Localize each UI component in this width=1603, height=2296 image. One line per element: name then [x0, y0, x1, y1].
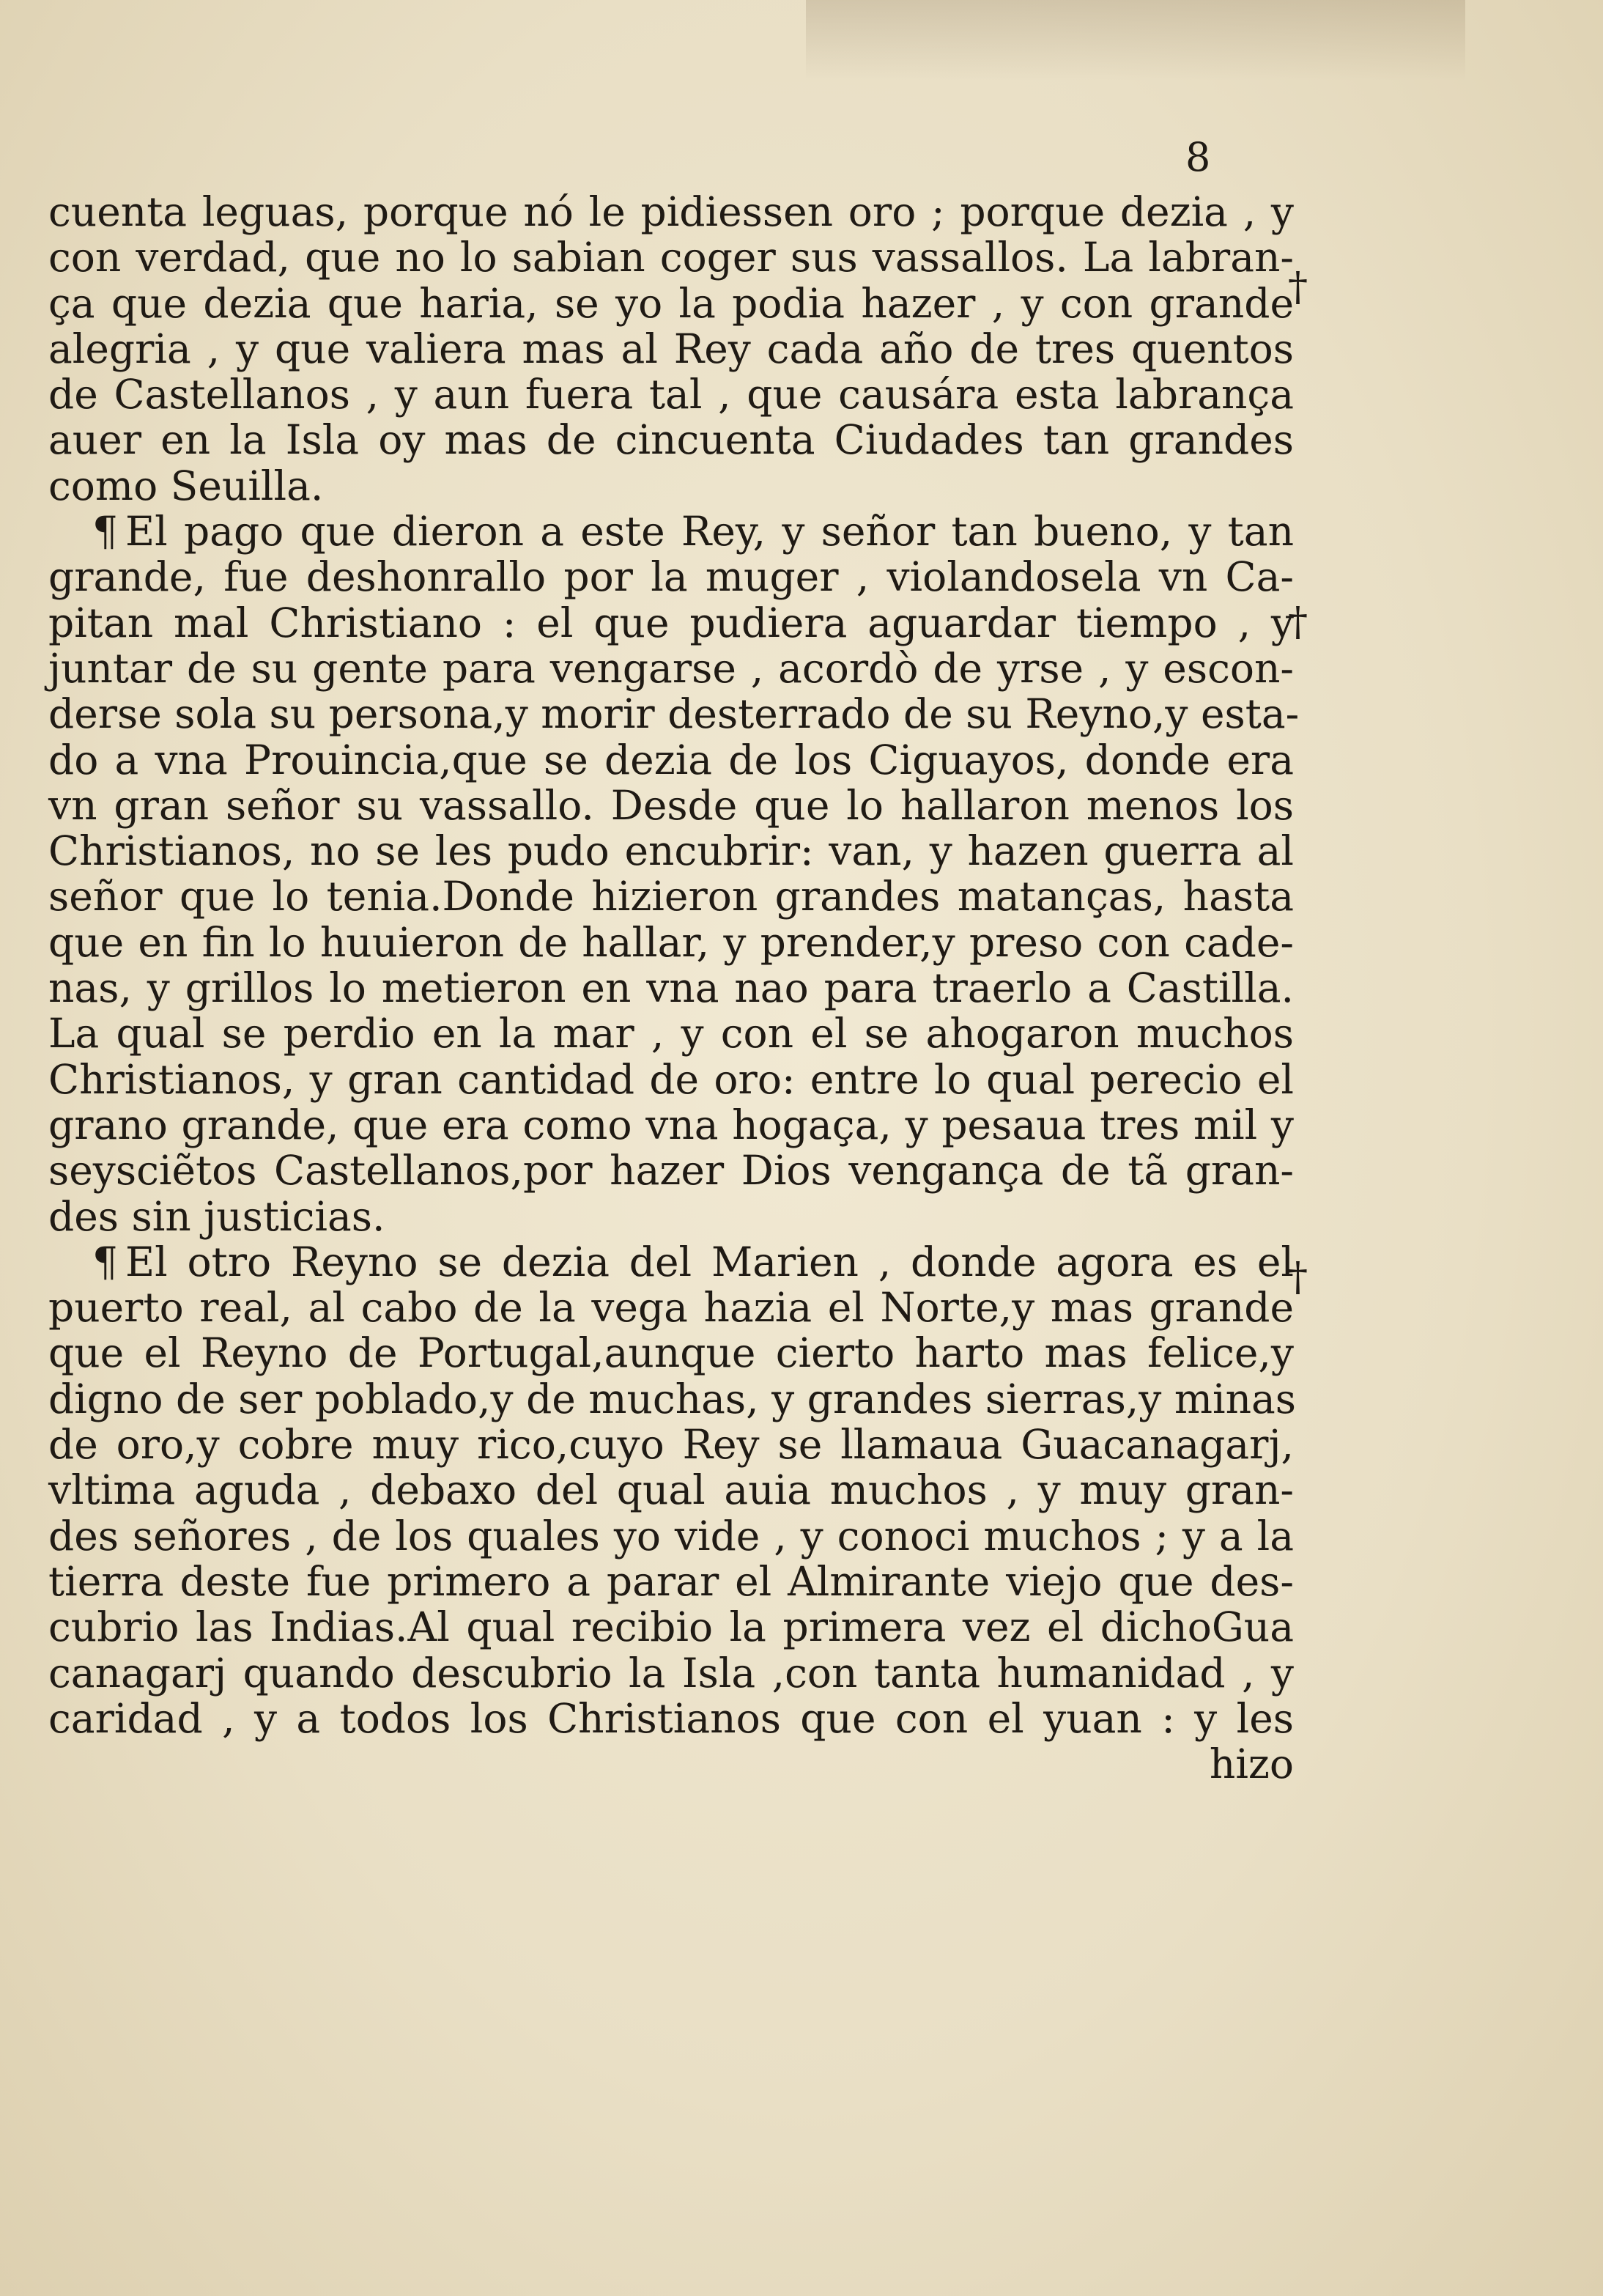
text-line: como Seuilla.	[48, 462, 324, 509]
text-line: que en fin lo huuieron de hallar, y prender,y preso con cade-	[48, 918, 1294, 966]
text-line: des sin justicias.	[48, 1192, 385, 1240]
text-line: Christianos, no se les pudo encubrir: van, y hazen guerra al	[48, 827, 1294, 875]
text-line: puerto real, al cabo de la vega hazia el Norte,y mas grande	[48, 1284, 1294, 1332]
text-line: caridad , y a todos los Christianos que con el yuan : y les	[48, 1694, 1294, 1742]
text-line: alegria , y que valiera mas al Rey cada año de tres quentos	[48, 325, 1294, 372]
page-stain	[806, 0, 1465, 81]
text-line	[48, 509, 1294, 554]
line-text: El otro Reyno se dezia del Marien , donde agora es el	[125, 1238, 1294, 1285]
text-line	[48, 1239, 1294, 1285]
text-line: nas, y grillos lo metieron en vna nao para traerlo a Castilla.	[48, 964, 1294, 1012]
text-line: juntar de su gente para vengarse , acordò de yrse , y escon-	[48, 644, 1294, 692]
text-line: de Castellanos , y aun fuera tal , que causára esta labrança	[48, 371, 1294, 418]
pilcrow-icon: ¶	[92, 508, 118, 555]
text-line: vn gran señor su vassallo. Desde que lo hallaron menos los	[48, 781, 1294, 829]
paragraph-1	[48, 189, 1294, 509]
text-line: canagarj quando descubrio la Isla ,con tanta humanidad , y	[48, 1649, 1294, 1697]
catchword: hizo	[1209, 1741, 1294, 1788]
text-line: de oro,y cobre muy rico,cuyo Rey se llamaua Guacanagarj,	[48, 1421, 1294, 1469]
text-line: cuenta leguas, porque nó le pidiessen oro ; porque dezia , y	[48, 188, 1294, 235]
marginal-dagger-2: †	[1288, 599, 1308, 645]
text-line: con verdad, que no lo sabian coger sus vassallos. La labran-	[48, 234, 1294, 281]
text-line: cubrio las Indias.Al qual recibio la primera vez el dichoGua	[48, 1603, 1294, 1651]
paragraph-3	[48, 1238, 1297, 1742]
text-line: auer en la Isla oy mas de cincuenta Ciudades tan grandes	[48, 416, 1294, 464]
marginal-dagger-1: †	[1288, 264, 1308, 310]
body-text	[48, 188, 1300, 1788]
page-number: 8	[1185, 134, 1211, 180]
text-line: que el Reyno de Portugal,aunque cierto harto mas felice,y	[48, 1329, 1294, 1377]
text-line: ça que dezia que haria, se yo la podia hazer , y con grande	[48, 279, 1294, 327]
marginal-dagger-3: †	[1288, 1254, 1308, 1300]
text-line: grande, fue deshonrallo por la muger , violandosela vn Ca-	[48, 553, 1294, 601]
text-line: derse sola su persona,y morir desterrado de su Reyno,y esta-	[48, 690, 1300, 738]
paragraph-2	[48, 508, 1300, 1240]
text-line: Christianos, y gran cantidad de oro: entre lo qual perecio el	[48, 1055, 1294, 1103]
text-line: señor que lo tenia.Donde hizieron grandes matanças, hasta	[48, 873, 1294, 920]
text-line: seysciẽtos Castellanos,por hazer Dios vengança de tã gran-	[48, 1147, 1294, 1195]
text-line: pitan mal Christiano : el que pudiera aguardar tiempo , y	[48, 599, 1294, 646]
text-line: grano grande, que era como vna hogaça, y pesaua tres mil y	[48, 1101, 1294, 1148]
pilcrow-icon: ¶	[92, 1238, 118, 1285]
text-line: vltima aguda , debaxo del qual auia muchos , y muy gran-	[48, 1466, 1294, 1514]
text-line: do a vna Prouincia,que se dezia de los Ciguayos, donde era	[48, 736, 1294, 783]
line-text: El pago que dieron a este Rey, y señor tan bueno, y tan	[125, 508, 1294, 555]
text-line: digno de ser poblado,y de muchas, y grandes sierras,y minas	[48, 1375, 1297, 1422]
text-line: tierra deste fue primero a parar el Almirante viejo que des-	[48, 1557, 1294, 1605]
text-line: des señores , de los quales yo vide , y conoci muchos ; y a la	[48, 1512, 1294, 1559]
text-line: La qual se perdio en la mar , y con el se ahogaron muchos	[48, 1010, 1294, 1057]
